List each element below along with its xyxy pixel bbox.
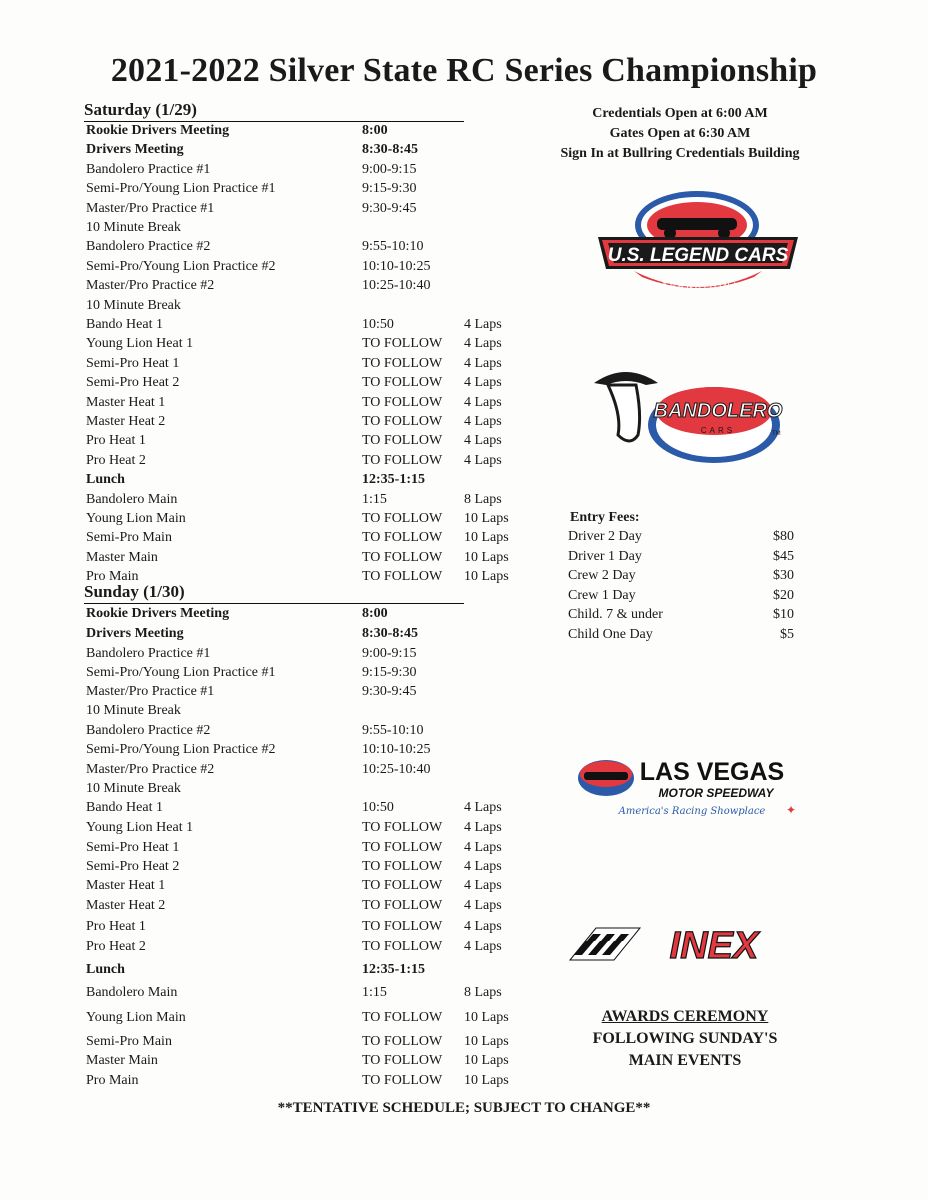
event-laps: 10 Laps xyxy=(464,1073,509,1088)
event-laps: 10 Laps xyxy=(464,549,509,565)
event-time: 9:15-9:30 xyxy=(362,181,417,197)
event-laps: 4 Laps xyxy=(464,820,502,835)
schedule-row xyxy=(84,179,524,198)
event-name: Pro Heat 1 xyxy=(86,919,146,934)
awards-line-2: FOLLOWING SUNDAY'S xyxy=(592,1030,778,1047)
credentials-info: Credentials Open at 6:00 AM xyxy=(592,106,768,121)
event-time: 12:35-1:15 xyxy=(362,472,425,488)
fee-row xyxy=(568,527,794,546)
lvms-subtitle-text: MOTOR SPEEDWAY xyxy=(658,786,774,800)
event-name: Lunch xyxy=(86,962,125,977)
event-time: TO FOLLOW xyxy=(362,898,443,913)
schedule-row xyxy=(84,983,524,1002)
fee-amount: $45 xyxy=(773,548,794,564)
event-time: TO FOLLOW xyxy=(362,820,443,835)
schedule-row xyxy=(84,218,524,237)
lvms-title-text: LAS VEGAS xyxy=(639,758,785,786)
schedule-row xyxy=(84,354,524,373)
event-laps: 10 Laps xyxy=(464,1010,509,1025)
event-time: 10:10-10:25 xyxy=(362,742,431,757)
legend-cars-text: U.S. LEGEND CARS xyxy=(607,245,789,266)
inex-text: INEX xyxy=(669,925,759,964)
event-time: 9:55-10:10 xyxy=(362,239,424,255)
schedule-row xyxy=(84,876,524,895)
event-name: Master/Pro Practice #2 xyxy=(86,278,215,294)
event-laps: 10 Laps xyxy=(464,569,509,585)
fee-amount: $20 xyxy=(773,587,794,603)
event-time: TO FOLLOW xyxy=(362,919,443,934)
event-time: TO FOLLOW xyxy=(362,511,443,526)
schedule-row xyxy=(84,431,524,450)
schedule-row xyxy=(84,237,524,256)
event-laps: 4 Laps xyxy=(464,394,502,410)
event-time: TO FOLLOW xyxy=(362,1053,443,1068)
event-name: Young Lion Heat 1 xyxy=(86,820,194,835)
event-name: Pro Main xyxy=(86,1073,139,1088)
schedule-row xyxy=(84,917,524,936)
event-time: 1:15 xyxy=(362,985,387,1000)
schedule-row xyxy=(84,199,524,218)
event-time: TO FOLLOW xyxy=(362,1034,443,1049)
event-name: Young Lion Main xyxy=(86,511,186,526)
event-name: Pro Heat 1 xyxy=(86,433,146,449)
event-name: Drivers Meeting xyxy=(86,626,184,641)
schedule-row xyxy=(84,701,524,720)
schedule-row xyxy=(84,960,524,979)
schedule-row xyxy=(84,334,524,353)
event-name: Pro Main xyxy=(86,569,139,585)
schedule-row xyxy=(84,121,524,140)
schedule-row xyxy=(84,160,524,179)
schedule-row xyxy=(84,296,524,315)
event-laps: 4 Laps xyxy=(464,878,502,893)
event-name: Semi-Pro Main xyxy=(86,530,172,546)
event-time: TO FOLLOW xyxy=(362,452,443,468)
event-name: Bando Heat 1 xyxy=(86,800,163,815)
event-name: Semi-Pro Main xyxy=(86,1034,172,1049)
event-name: Master/Pro Practice #2 xyxy=(86,762,215,777)
event-name: Pro Heat 2 xyxy=(86,452,146,468)
event-time: 9:55-10:10 xyxy=(362,723,424,738)
event-laps: 10 Laps xyxy=(464,511,509,526)
schedule-row xyxy=(84,393,524,412)
schedule-row xyxy=(84,1051,524,1070)
event-name: Master Heat 1 xyxy=(86,878,166,893)
event-time: 9:00-9:15 xyxy=(362,161,417,177)
event-laps: 4 Laps xyxy=(464,939,502,954)
event-laps: 10 Laps xyxy=(464,1053,509,1068)
bandolero-cars-logo xyxy=(586,355,786,467)
event-name: Rookie Drivers Meeting xyxy=(86,123,230,138)
event-name: 10 Minute Break xyxy=(86,703,181,718)
event-name: Semi-Pro/Young Lion Practice #1 xyxy=(86,181,276,197)
event-name: Young Lion Main xyxy=(86,1010,186,1025)
fee-label: Child One Day xyxy=(568,626,653,642)
schedule-row xyxy=(84,548,524,567)
star-icon: ✦ xyxy=(786,803,797,817)
schedule-row xyxy=(84,140,524,159)
event-time: 9:15-9:30 xyxy=(362,665,417,680)
schedule-row xyxy=(84,663,524,682)
event-time: 10:25-10:40 xyxy=(362,762,431,777)
schedule-row xyxy=(84,644,524,663)
schedule-row xyxy=(84,779,524,798)
schedule-row xyxy=(84,721,524,740)
event-time: TO FOLLOW xyxy=(362,569,443,585)
checkered-flag-icon xyxy=(570,928,640,960)
event-time: 12:35-1:15 xyxy=(362,962,425,977)
event-name: Master Heat 2 xyxy=(86,898,166,913)
event-time: 8:30-8:45 xyxy=(362,626,418,641)
fee-amount: $80 xyxy=(773,529,794,544)
schedule-row xyxy=(84,937,524,956)
gates-info: Gates Open at 6:30 AM xyxy=(609,126,751,141)
event-name: Semi-Pro/Young Lion Practice #1 xyxy=(86,665,276,680)
fee-row xyxy=(568,547,794,566)
schedule-row xyxy=(84,896,524,915)
event-time: 1:15 xyxy=(362,491,387,507)
event-time: 10:25-10:40 xyxy=(362,278,431,294)
event-name: Semi-Pro Heat 2 xyxy=(86,859,180,874)
fee-row xyxy=(568,566,794,585)
event-name: Bandolero Main xyxy=(86,491,178,507)
bandolero-tm-text: TM xyxy=(772,431,781,437)
fee-row xyxy=(568,605,794,624)
event-name: Semi-Pro Heat 2 xyxy=(86,375,180,391)
event-time: 10:50 xyxy=(362,800,394,815)
schedule-row xyxy=(84,509,524,528)
event-time: TO FOLLOW xyxy=(362,859,443,874)
event-name: Semi-Pro/Young Lion Practice #2 xyxy=(86,742,276,757)
event-name: Bandolero Practice #2 xyxy=(86,723,211,738)
event-laps: 4 Laps xyxy=(464,859,502,874)
schedule-row xyxy=(84,604,524,623)
event-name: Bando Heat 1 xyxy=(86,317,163,332)
event-name: Pro Heat 2 xyxy=(86,939,146,954)
event-time: TO FOLLOW xyxy=(362,878,443,893)
event-name: 10 Minute Break xyxy=(86,220,181,235)
schedule-row xyxy=(84,1071,524,1090)
event-name: Drivers Meeting xyxy=(86,142,184,158)
event-laps: 4 Laps xyxy=(464,898,502,913)
fee-label: Driver 2 Day xyxy=(568,529,642,544)
fee-amount: $10 xyxy=(773,607,794,622)
legend-international-text: INTERNATIONAL xyxy=(649,281,747,291)
event-name: Semi-Pro Heat 1 xyxy=(86,840,180,855)
event-time: 10:50 xyxy=(362,317,394,332)
event-time: TO FOLLOW xyxy=(362,394,443,410)
fee-label: Driver 1 Day xyxy=(568,548,642,564)
event-name: Master/Pro Practice #1 xyxy=(86,200,215,216)
event-time: TO FOLLOW xyxy=(362,375,443,391)
us-legend-cars-logo xyxy=(594,185,802,301)
inex-logo xyxy=(566,924,802,964)
schedule-row xyxy=(84,740,524,759)
schedule-row xyxy=(84,451,524,470)
event-name: Master Heat 2 xyxy=(86,414,166,429)
schedule-row xyxy=(84,257,524,276)
event-name: Lunch xyxy=(86,472,125,488)
event-time: 8:00 xyxy=(362,123,388,138)
fee-label: Crew 1 Day xyxy=(568,587,636,603)
event-laps: 10 Laps xyxy=(464,530,509,546)
fee-amount: $5 xyxy=(780,626,794,642)
awards-ceremony-heading: AWARDS CEREMONY xyxy=(601,1008,769,1025)
event-name: Rookie Drivers Meeting xyxy=(86,606,230,621)
event-laps: 4 Laps xyxy=(464,433,502,449)
event-name: Master Heat 1 xyxy=(86,394,166,410)
awards-line-3: MAIN EVENTS xyxy=(628,1052,742,1069)
event-laps: 4 Laps xyxy=(464,317,502,332)
event-laps: 4 Laps xyxy=(464,375,502,391)
schedule-row xyxy=(84,490,524,509)
fee-amount: $30 xyxy=(773,568,794,583)
event-time: TO FOLLOW xyxy=(362,414,443,429)
tentative-schedule-note: **TENTATIVE SCHEDULE; SUBJECT TO CHANGE** xyxy=(277,1100,651,1116)
event-time: TO FOLLOW xyxy=(362,939,443,954)
saturday-header: Saturday (1/29) xyxy=(84,100,464,122)
event-time: TO FOLLOW xyxy=(362,840,443,855)
bandolero-cars-text: CARS xyxy=(700,426,736,435)
event-time: 8:00 xyxy=(362,606,388,621)
event-laps: 8 Laps xyxy=(464,491,502,507)
fee-label: Child. 7 & under xyxy=(568,607,663,622)
event-name: Bandolero Practice #1 xyxy=(86,646,211,661)
event-name: 10 Minute Break xyxy=(86,297,181,313)
event-time: TO FOLLOW xyxy=(362,433,443,449)
schedule-row xyxy=(84,470,524,489)
event-time: TO FOLLOW xyxy=(362,1010,443,1025)
event-time: 9:30-9:45 xyxy=(362,200,417,216)
event-laps: 10 Laps xyxy=(464,1034,509,1049)
schedule-row xyxy=(84,276,524,295)
event-name: Semi-Pro Heat 1 xyxy=(86,355,180,371)
event-name: Master/Pro Practice #1 xyxy=(86,684,215,699)
schedule-row xyxy=(84,624,524,643)
event-time: TO FOLLOW xyxy=(362,355,443,371)
event-name: Bandolero Main xyxy=(86,985,178,1000)
bandolero-text: BANDOLERO xyxy=(653,400,783,422)
event-time: TO FOLLOW xyxy=(362,549,443,565)
entry-fees-title: Entry Fees: xyxy=(570,510,640,525)
schedule-row xyxy=(84,315,524,334)
las-vegas-motor-speedway-logo xyxy=(574,752,800,822)
event-time: 9:00-9:15 xyxy=(362,646,417,661)
event-time: 9:30-9:45 xyxy=(362,684,417,699)
fee-row xyxy=(568,586,794,605)
lvms-tagline-text: America's Racing Showplace xyxy=(618,806,766,817)
event-laps: 4 Laps xyxy=(464,919,502,934)
event-laps: 4 Laps xyxy=(464,800,502,815)
event-name: Semi-Pro/Young Lion Practice #2 xyxy=(86,258,276,274)
event-name: 10 Minute Break xyxy=(86,781,181,796)
event-time: TO FOLLOW xyxy=(362,336,443,352)
schedule-row xyxy=(84,373,524,392)
schedule-row xyxy=(84,760,524,779)
sunday-header: Sunday (1/30) xyxy=(84,582,464,604)
schedule-row xyxy=(84,528,524,547)
schedule-row xyxy=(84,798,524,817)
schedule-row xyxy=(84,412,524,431)
schedule-row xyxy=(84,857,524,876)
event-name: Master Main xyxy=(86,549,158,565)
event-laps: 4 Laps xyxy=(464,355,502,371)
event-time: 8:30-8:45 xyxy=(362,142,418,158)
schedule-row xyxy=(84,1032,524,1051)
event-name: Bandolero Practice #2 xyxy=(86,239,211,255)
event-laps: 4 Laps xyxy=(464,414,502,429)
fee-row xyxy=(568,625,794,644)
event-laps: 4 Laps xyxy=(464,452,502,468)
event-laps: 4 Laps xyxy=(464,336,502,352)
fee-label: Crew 2 Day xyxy=(568,568,636,583)
event-laps: 8 Laps xyxy=(464,985,502,1000)
event-name: Master Main xyxy=(86,1053,158,1068)
schedule-row xyxy=(84,818,524,837)
event-name: Young Lion Heat 1 xyxy=(86,336,194,352)
event-name: Bandolero Practice #1 xyxy=(86,161,211,177)
schedule-row xyxy=(84,682,524,701)
schedule-row xyxy=(84,838,524,857)
page-title: 2021-2022 Silver State RC Series Championship xyxy=(110,52,818,89)
event-time: TO FOLLOW xyxy=(362,1073,443,1088)
schedule-row xyxy=(84,1008,524,1027)
sign-in-info: Sign In at Bullring Credentials Building xyxy=(560,146,800,161)
event-time: TO FOLLOW xyxy=(362,530,443,546)
event-time: 10:10-10:25 xyxy=(362,258,431,274)
event-laps: 4 Laps xyxy=(464,840,502,855)
